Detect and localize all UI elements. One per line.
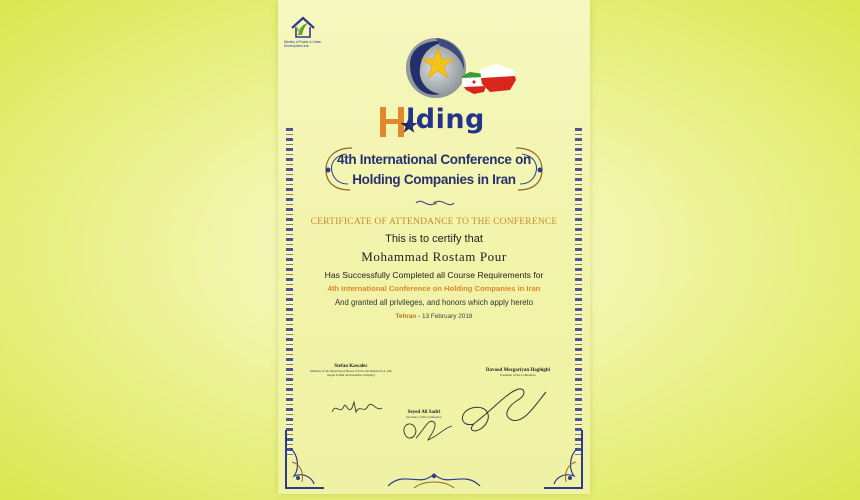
certify-statement: This is to certify that: [385, 233, 483, 245]
bottom-center-ornament-icon: [384, 466, 484, 492]
signatory-name: Stefan Kawalec: [334, 364, 368, 369]
signatory-left: [306, 364, 396, 377]
completion-statement: Has Successfully Completed all Course Requirements for: [324, 270, 544, 280]
signature-center-icon: [398, 412, 458, 446]
ministry-caption: Ministry of Roads & Urban Development Iran: [284, 40, 322, 48]
signatory-role: Secretary of the Conference: [406, 415, 442, 419]
city: Tehran: [395, 313, 417, 320]
conference-title-line2: Holding Companies in Iran: [352, 172, 516, 187]
recipient-name: Mohammad Rostam Pour: [361, 249, 507, 264]
privileges-statement: And granted all privileges, and honors which apply hereto: [334, 298, 534, 307]
signatory-role: President of the Conference: [500, 373, 536, 377]
signatory-name: Davood Mezgariyan Haghighi: [485, 368, 551, 373]
signatory-name: Seyed Ali Sadri: [407, 410, 441, 415]
bottom-left-corner-ornament-icon: [284, 428, 326, 490]
signatory-right: [468, 368, 568, 377]
place-and-date: [278, 313, 590, 320]
certificate: [278, 0, 590, 494]
divider-ornament-icon: [414, 197, 456, 209]
conference-title-line1: 4th International Conference on: [337, 152, 531, 167]
bottom-right-corner-ornament-icon: [542, 428, 584, 490]
conference-name: 4th International Conference on Holding Companies in Iran: [327, 284, 541, 293]
issue-date: - 13 February 2018: [416, 313, 473, 320]
signature-right-icon: [454, 384, 550, 436]
certificate-heading: CERTIFICATE OF ATTENDANCE TO THE CONFERENCE: [310, 217, 558, 227]
certificate-inner: [278, 0, 590, 494]
conference-emblem-icon: [396, 34, 526, 114]
holding-wordmark: lding: [406, 104, 485, 135]
signature-left-icon: [330, 398, 384, 418]
conference-title: [278, 150, 590, 190]
signatory-role: Member of the Supervisory Board of Ecbo Investment S.A. (the largest Polish development company): [310, 369, 392, 377]
